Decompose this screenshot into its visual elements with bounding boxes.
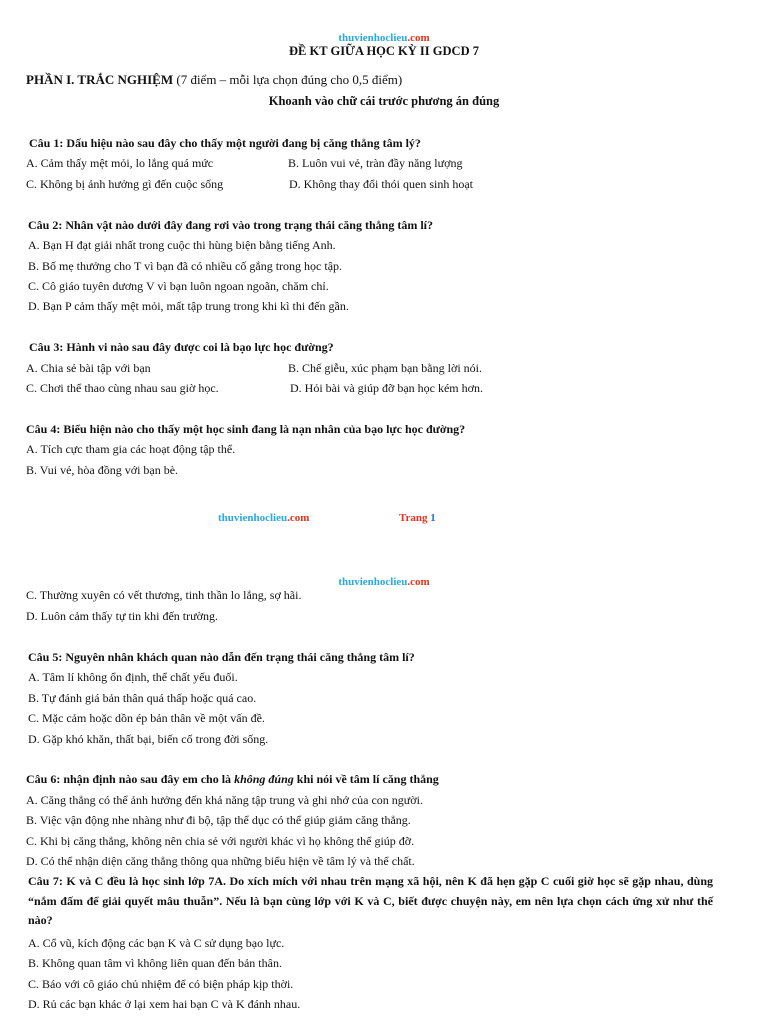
q7-option-d: D. Rủ các bạn khác ở lại xem hai bạn C và K đánh nhau. — [28, 997, 301, 1011]
question-6: Câu 6: nhận định nào sau đây em cho là không đúng khi nói về tâm lí căng thẳng — [26, 772, 439, 786]
q1-option-c: C. Không bị ảnh hưởng gì đến cuộc sống — [26, 177, 224, 191]
q7-option-b: B. Không quan tâm vì không liên quan đến bản thân. — [28, 956, 282, 970]
q2-option-a: A. Bạn H đạt giải nhất trong cuộc thi hùng biện bằng tiếng Anh. — [28, 238, 336, 252]
exam-title: ĐỀ KT GIỮA HỌC KỲ II GDCD 7 — [289, 44, 479, 58]
q3-option-c: C. Chơi thể thao cùng nhau sau giờ học. — [26, 381, 219, 395]
q5-option-d: D. Gặp khó khăn, thất bại, biến cố trong đời sống. — [28, 732, 269, 746]
q7-option-c: C. Báo với cô giáo chủ nhiệm để có biện pháp kịp thời. — [28, 977, 294, 991]
q4-option-a: A. Tích cực tham gia các hoạt động tập thể. — [26, 442, 236, 456]
q5-option-b: B. Tự đánh giá bản thân quá thấp hoặc quá cao. — [28, 691, 257, 705]
q2-option-c: C. Cô giáo tuyên dương V vì bạn luôn ngoan ngoãn, chăm chỉ. — [28, 279, 329, 293]
question-5: Câu 5: Nguyên nhân khách quan nào dẫn đến trạng thái căng thẳng tâm lí? — [28, 650, 415, 664]
q3-option-a: A. Chia sẻ bài tập với bạn — [26, 361, 151, 375]
q6-option-c: C. Khi bị căng thẳng, không nên chia sẻ với người khác vì họ không thể giúp đỡ. — [26, 834, 415, 848]
q1-option-d: D. Không thay đổi thói quen sinh hoạt — [289, 177, 473, 191]
site-watermark-top-page2: thuvienhoclieu.com — [338, 576, 430, 588]
question-2: Câu 2: Nhân vật nào dưới đây đang rơi vào trong trạng thái căng thẳng tâm lí? — [28, 218, 433, 232]
q6-option-b: B. Việc vận động nhe nhàng như đi bộ, tập thể dục có thể giúp giảm căng thẳng. — [26, 813, 411, 827]
q6-option-d: D. Có thể nhận diện căng thẳng thông qua những biểu hiện về tâm lý và thể chất. — [26, 854, 415, 868]
q2-option-d: D. Bạn P cảm thấy mệt mỏi, mất tập trung trong khi kì thi đến gần. — [28, 299, 349, 313]
site-watermark-footer: thuvienhoclieu.com — [218, 512, 310, 524]
q5-option-a: A. Tâm lí không ổn định, thể chất yếu đuối. — [28, 670, 238, 684]
question-7: Câu 7: K và C đều là học sinh lớp 7A. Do xích mích với nhau trên mạng xã hội, nên K đã hẹn gặp C cuối giờ học sẽ gặp nhau, dùng “nắm đấm để giải quyết mâu thuẫn”. Nếu là bạn cùng lớp với K và C, biết được chuyện này, em nên lựa chọn cách ứng xử như thế nào? — [28, 874, 713, 927]
question-4: Câu 4: Biểu hiện nào cho thấy một học sinh đang là nạn nhân của bạo lực học đường? — [26, 422, 466, 436]
q3-option-b: B. Chế giễu, xúc phạm bạn bằng lời nói. — [288, 361, 482, 375]
instruction: Khoanh vào chữ cái trước phương án đúng — [268, 94, 500, 108]
q3-option-d: D. Hỏi bài và giúp đỡ bạn học kém hơn. — [290, 381, 483, 395]
page-number: Trang 1 — [399, 512, 436, 524]
q7-option-a: A. Cổ vũ, kích động các bạn K và C sử dụng bạo lực. — [28, 936, 285, 950]
question-1: Câu 1: Dấu hiệu nào sau đây cho thấy một người đang bị căng thẳng tâm lý? — [29, 136, 421, 150]
q4-option-d: D. Luôn cảm thấy tự tin khi đến trường. — [26, 609, 218, 623]
q2-option-b: B. Bố mẹ thưởng cho T vì bạn đã có nhiều cố gắng trong học tập. — [28, 259, 343, 273]
q4-option-c: C. Thường xuyên có vết thương, tinh thần lo lắng, sợ hãi. — [26, 588, 302, 602]
q1-option-a: A. Cảm thấy mệt mỏi, lo lắng quá mức — [26, 156, 214, 170]
site-watermark-top: thuvienhoclieu.com — [338, 32, 430, 44]
question-3: Câu 3: Hành vi nào sau đây được coi là bạo lực học đường? — [29, 340, 334, 354]
q6-option-a: A. Căng thẳng có thể ảnh hưởng đến khả năng tập trung và ghi nhớ của con người. — [26, 793, 423, 807]
section-heading: PHẦN I. TRẮC NGHIỆM (7 điểm – mỗi lựa chọn đúng cho 0,5 điểm) — [26, 72, 403, 87]
q4-option-b: B. Vui vẻ, hòa đồng với bạn bè. — [26, 463, 179, 477]
q1-option-b: B. Luôn vui vẻ, tràn đầy năng lượng — [288, 156, 463, 170]
q5-option-c: C. Mặc cảm hoặc dồn ép bản thân về một vấn đề. — [28, 711, 265, 725]
